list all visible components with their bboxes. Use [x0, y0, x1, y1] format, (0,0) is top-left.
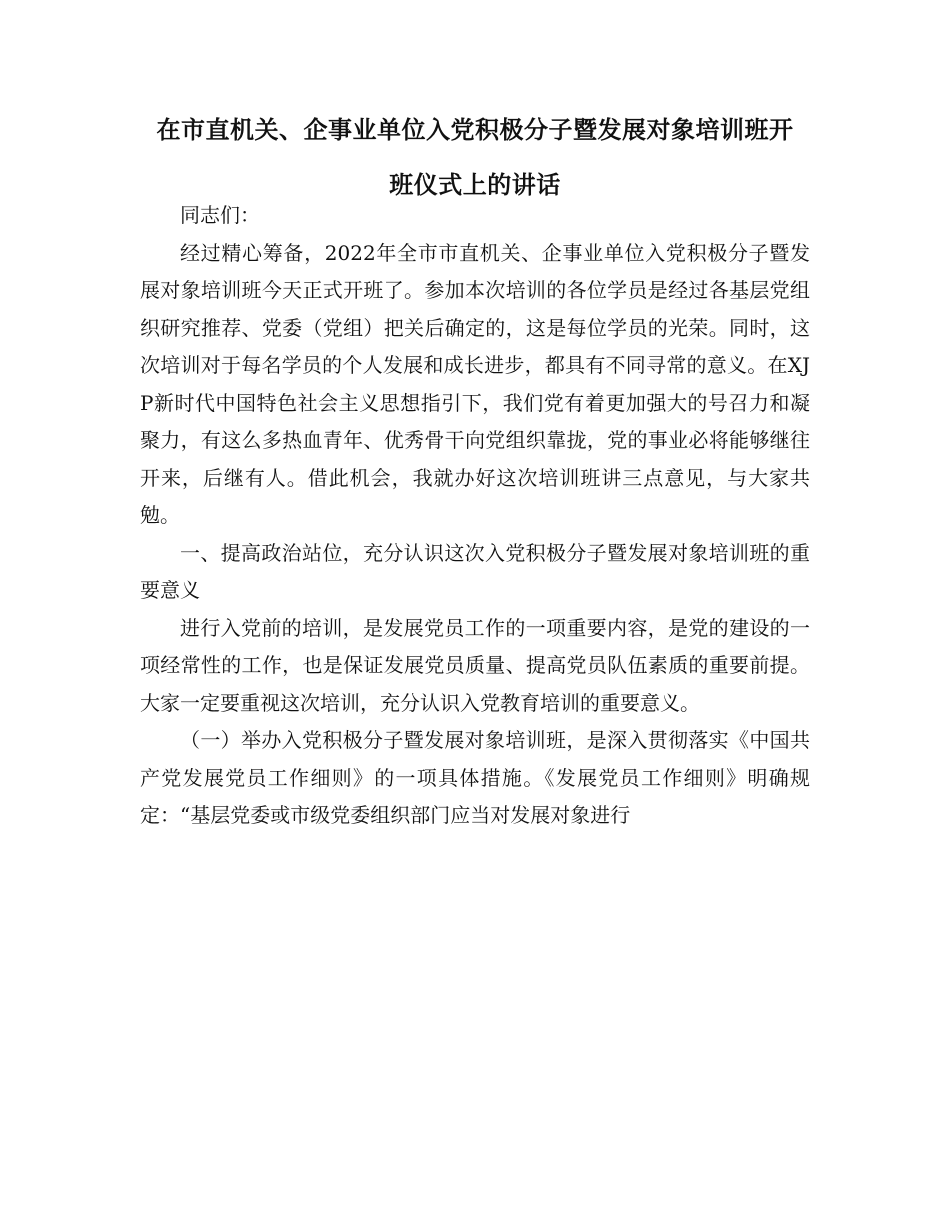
- paragraph-intro: 经过精心筹备，2022年全市市直机关、企事业单位入党积极分子暨发展对象培训班今天正式开班了。参加本次培训的各位学员是经过各基层党组织研究推荐、党委（党组）把关后确定的，这是每位学员的光荣。同时，这次培训对于每名学员的个人发展和成长进步，都具有不同寻常的意义。在XJP新时代中国特色社会主义思想指引下，我们党有着更加强大的号召力和凝聚力，有这么多热血青年、优秀骨干向党组织靠拢，党的事业必将能够继往开来，后继有人。借此机会，我就办好这次培训班讲三点意见，与大家共勉。: [140, 240, 810, 527]
- paragraph-section-1: 进行入党前的培训，是发展党员工作的一项重要内容，是党的建设的一项经常性的工作，也是保证发展党员质量、提高党员队伍素质的重要前提。大家一定要重视这次培训，充分认识入党教育培训的重要意义。: [140, 615, 810, 715]
- paragraph-subsection-1: （一）举办入党积极分子暨发展对象培训班，是深入贯彻落实《中国共产党发展党员工作细则》的一项具体措施。《发展党员工作细则》明确规定：“基层党委或市级党委组织部门应当对发展对象进行: [140, 728, 810, 827]
- document-title-line-2: 班仪式上的讲话: [389, 171, 561, 199]
- section-heading-1: 一、提高政治站位，充分认识这次入党积极分子暨发展对象培训班的重要意义: [140, 540, 810, 602]
- salutation: 同志们：: [180, 203, 260, 227]
- document-body: [140, 197, 810, 835]
- document-title-line-1: 在市直机关、企事业单位入党积极分子暨发展对象培训班开: [156, 116, 794, 144]
